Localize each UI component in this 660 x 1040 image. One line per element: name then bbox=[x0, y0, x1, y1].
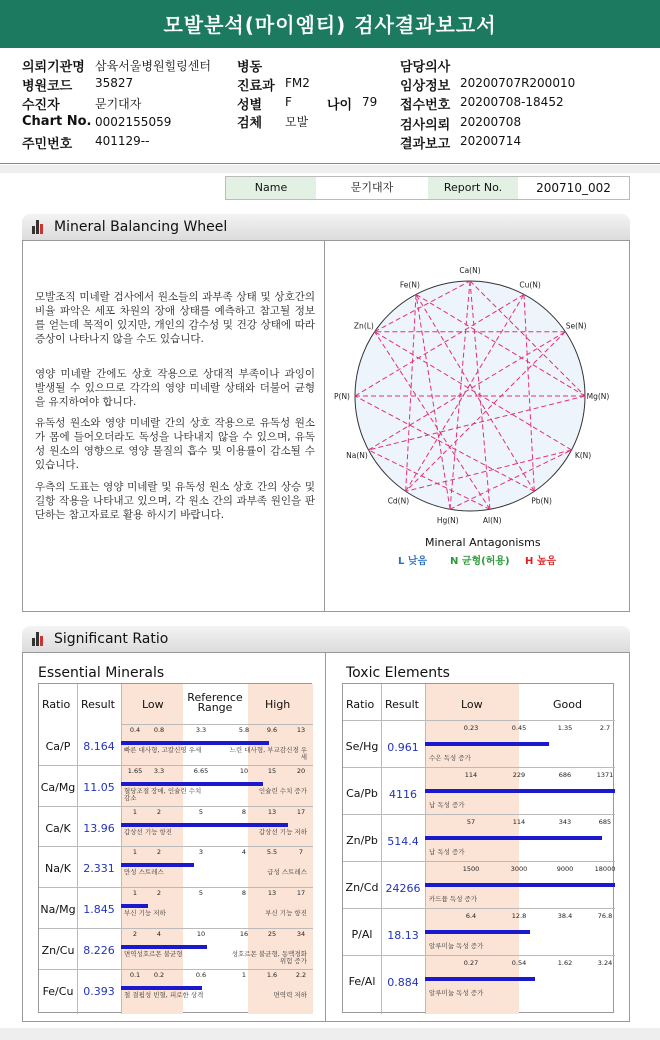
wheel-node-label: Cu(N) bbox=[519, 280, 541, 290]
wheel-node-label: Zn(L) bbox=[353, 321, 374, 331]
note-low: 만성 스트레스 bbox=[124, 868, 164, 877]
tick-label: 3.3 bbox=[195, 726, 207, 734]
ratio-label: Ca/Pb bbox=[346, 787, 378, 800]
tick-label: 20 bbox=[296, 766, 306, 775]
tick-label: 0.27 bbox=[463, 959, 479, 967]
tick-label: 1371 bbox=[596, 771, 614, 779]
report-title: 모발분석(마이엠티) 검사결과보고서 bbox=[0, 0, 660, 48]
doctor-label: 담당의사 bbox=[400, 60, 451, 75]
result-value: 2.331 bbox=[83, 862, 115, 876]
ratio-label: Na/Mg bbox=[40, 903, 76, 917]
divider bbox=[0, 165, 660, 173]
tick-label: 5 bbox=[198, 889, 204, 898]
toxic-table bbox=[342, 683, 614, 1013]
col-line bbox=[77, 684, 78, 1014]
chart-value: 0002155059 bbox=[95, 115, 172, 129]
result-value: 13.96 bbox=[83, 821, 115, 835]
row-line bbox=[39, 969, 313, 970]
tick-label: 2 bbox=[132, 930, 138, 938]
tick-label: 34 bbox=[296, 930, 306, 938]
result-value: 514.4 bbox=[387, 835, 419, 848]
wheel-node-label: Fe(N) bbox=[399, 280, 420, 290]
result-bar bbox=[121, 782, 263, 786]
result-bar bbox=[121, 945, 207, 949]
ward-label: 병동 bbox=[237, 60, 263, 75]
note-low: 면역성호르몬 불균형 bbox=[124, 950, 183, 958]
report-no-value: 200710_002 bbox=[536, 181, 611, 195]
wheel-node-label: Pb(N) bbox=[531, 496, 552, 506]
institution-value: 삼육서울병원힐링센터 bbox=[95, 59, 211, 73]
wheel-node-label: Se(N) bbox=[565, 321, 587, 331]
legend-normal: N 균형(허용) bbox=[450, 556, 510, 567]
tick-label: 685 bbox=[598, 818, 612, 826]
result-bar bbox=[121, 863, 194, 867]
request-value: 20200708 bbox=[460, 115, 522, 129]
specimen-label: 검체 bbox=[237, 116, 263, 131]
tick-label: 16 bbox=[239, 930, 249, 938]
row-line bbox=[39, 887, 313, 888]
note-low: 수은 독성 증가 bbox=[429, 754, 471, 762]
age-value: 79 bbox=[362, 95, 378, 109]
header-ratio: Ratio bbox=[346, 698, 375, 711]
result-value: 18.13 bbox=[387, 929, 419, 942]
tick-label: 5.8 bbox=[238, 726, 250, 734]
tick-label: 6.65 bbox=[193, 766, 209, 775]
tick-label: 5 bbox=[198, 807, 204, 816]
tick-label: 0.54 bbox=[511, 959, 527, 967]
tick-label: 18000 bbox=[594, 865, 616, 873]
row-line bbox=[343, 908, 615, 909]
result-value: 0.393 bbox=[83, 984, 115, 998]
tick-label: 0.23 bbox=[463, 724, 479, 732]
tick-label: 2 bbox=[156, 807, 162, 816]
result-bar bbox=[425, 742, 549, 746]
chart-icon bbox=[32, 632, 46, 646]
result-value: 0.884 bbox=[387, 976, 419, 989]
result-bar bbox=[425, 789, 615, 793]
section-header-ratio bbox=[22, 626, 630, 652]
tick-label: 1.65 bbox=[127, 766, 143, 775]
ratio-label: Zn/Pb bbox=[346, 834, 378, 847]
result-value: 0.961 bbox=[387, 741, 419, 754]
paragraph-3: 유독성 원소와 영양 미네랄 간의 상호 작용으로 유독성 원소가 몸에 들어오더라도 독성을 나타내지 않을 수 있으며, 유독성 원소의 영향으로 영양 물질의 흡수 및 이용률이 감소될 수 있습니다. bbox=[35, 417, 315, 471]
header-good: Good bbox=[553, 698, 582, 711]
tick-label: 57 bbox=[466, 818, 476, 826]
tick-label: 9.6 bbox=[266, 726, 278, 734]
row-line bbox=[343, 767, 615, 768]
panel-divider bbox=[324, 240, 325, 612]
examinee-value: 문기대자 bbox=[95, 97, 142, 111]
tick-label: 0.45 bbox=[511, 724, 527, 732]
paragraph-2: 영양 미네랄 간에도 상호 작용으로 상대적 부족이나 과잉이 발생될 수 있으므로 각각의 영양 미네랄 상태와 더불어 균형을 유지하여야 합니다. bbox=[35, 368, 315, 408]
result-bar bbox=[425, 930, 530, 934]
tick-label: 1 bbox=[241, 970, 247, 979]
tick-label: 1500 bbox=[462, 865, 480, 873]
tick-label: 13 bbox=[296, 726, 306, 734]
resident-value: 401129-- bbox=[95, 134, 150, 148]
footer-bar bbox=[0, 1028, 660, 1040]
wheel-node-label: K(N) bbox=[574, 451, 592, 461]
result-bar bbox=[425, 883, 615, 887]
paragraph-1: 모발조직 미네랄 검사에서 원소들의 과부족 상태 및 상호간의 비율 파악은 세포 차원의 장애 상태를 예측하고 참고될 정보를 얻는데 목적이 있지만, 개인의 감수성 및 건강 상태에 따라 증상이 나타나지 않을 수도 있습니다. bbox=[35, 291, 315, 345]
tick-label: 8 bbox=[241, 807, 247, 816]
ratio-label: Ca/P bbox=[45, 740, 71, 753]
tick-label: 686 bbox=[558, 771, 572, 779]
age-label: 나이 bbox=[327, 98, 353, 113]
tick-label: 17 bbox=[296, 889, 306, 898]
note-high: 부신 기능 항진 bbox=[265, 909, 307, 918]
result-bar bbox=[121, 741, 269, 745]
row-line bbox=[39, 846, 313, 847]
tick-label: 25 bbox=[267, 930, 277, 938]
legend-low: L 낮음 bbox=[398, 556, 428, 567]
note-low: 갑상선 기능 항진 bbox=[124, 827, 173, 836]
wheel-title: Mineral Antagonisms bbox=[425, 536, 541, 549]
wheel-node-label: Na(N) bbox=[346, 451, 368, 461]
name-value: 문기대자 bbox=[350, 181, 394, 194]
note-low: 납 독성 증가 bbox=[429, 801, 465, 809]
tick-label: 4 bbox=[156, 930, 162, 938]
ratio-label: Zn/Cd bbox=[345, 881, 379, 894]
hospital-code-label: 병원코드 bbox=[22, 79, 73, 94]
toxic-title: Toxic Elements bbox=[346, 665, 450, 681]
result-bar bbox=[425, 977, 535, 981]
tick-label: 1 bbox=[132, 889, 138, 898]
ratio-label: Se/Hg bbox=[345, 740, 379, 753]
name-row bbox=[225, 176, 630, 200]
note-low: 카드뮴 독성 증가 bbox=[429, 895, 478, 903]
mineral-wheel bbox=[330, 258, 625, 548]
resident-label: 주민번호 bbox=[22, 137, 73, 152]
result-bar bbox=[121, 986, 202, 990]
header-line bbox=[343, 720, 615, 721]
header-result: Result bbox=[81, 698, 115, 711]
result-bar bbox=[425, 836, 602, 840]
tick-label: 1.6 bbox=[266, 970, 278, 979]
note-high: 성호르몬 불균형, 동맥경화 위험 증가 bbox=[231, 950, 307, 965]
note-high: 느린 대사형, 부교감신경 우세 bbox=[229, 746, 307, 761]
header-result: Result bbox=[385, 698, 419, 711]
tick-label: 10 bbox=[239, 766, 249, 775]
ratio-label: Ca/Mg bbox=[40, 780, 76, 794]
col-line bbox=[381, 684, 382, 1014]
hospital-code-value: 35827 bbox=[95, 76, 134, 90]
specimen-value: 모발 bbox=[285, 115, 309, 129]
sex-value: F bbox=[285, 95, 292, 109]
chart-icon bbox=[32, 220, 46, 234]
wheel-node-label: Mg(N) bbox=[586, 392, 610, 401]
clinical-label: 임상정보 bbox=[400, 79, 451, 94]
report-value: 20200714 bbox=[460, 134, 522, 148]
ratio-label: Fe/Cu bbox=[42, 984, 74, 998]
tick-label: 229 bbox=[512, 771, 526, 779]
note-high: 인슐린 수치 증가 bbox=[258, 786, 307, 795]
dept-label: 진료과 bbox=[237, 79, 275, 94]
note-high: 면역력 저하 bbox=[273, 990, 307, 999]
ratio-label: Fe/Al bbox=[348, 975, 376, 988]
name-label: Name bbox=[226, 177, 316, 199]
request-label: 검사의뢰 bbox=[400, 118, 451, 133]
note-low: 부신 기능 저하 bbox=[124, 909, 166, 918]
tick-label: 9000 bbox=[556, 865, 574, 873]
section-title-wheel: Mineral Balancing Wheel bbox=[54, 219, 228, 235]
section-title-ratio: Significant Ratio bbox=[54, 631, 169, 647]
tick-label: 0.1 bbox=[129, 970, 141, 979]
header-ratio: Ratio bbox=[42, 698, 71, 711]
header-low: Low bbox=[142, 698, 164, 711]
tick-label: 2 bbox=[156, 889, 162, 898]
note-low: 빠른 대사형, 고칼신영 우세 bbox=[124, 746, 202, 754]
report-no-label: Report No. bbox=[428, 177, 518, 199]
wheel-node-label: Al(N) bbox=[482, 516, 502, 526]
tick-label: 5.5 bbox=[266, 848, 278, 857]
tick-label: 1.35 bbox=[557, 724, 573, 732]
tick-label: 2.7 bbox=[599, 724, 611, 732]
examinee-label: 수진자 bbox=[22, 98, 60, 113]
tick-label: 0.6 bbox=[195, 970, 207, 979]
note-low: 납 독성 증가 bbox=[429, 848, 465, 856]
tick-label: 114 bbox=[464, 771, 478, 779]
wheel-node-label: Ca(N) bbox=[459, 266, 481, 275]
tick-label: 13 bbox=[267, 807, 277, 816]
tick-label: 13 bbox=[267, 889, 277, 898]
essential-title: Essential Minerals bbox=[38, 665, 165, 681]
result-bar bbox=[121, 904, 148, 908]
tick-label: 76.8 bbox=[597, 912, 613, 920]
tick-label: 1 bbox=[132, 807, 138, 816]
sex-label: 성별 bbox=[237, 98, 263, 113]
paragraph-4: 우측의 도표는 영양 미네랄 및 유독성 원소 상호 간의 상승 및 길항 작용을 나타내고 있으며, 각 원소 간의 과부족 원인을 판단하는 참고자료로 활용 하시기 바랍니다. bbox=[35, 481, 315, 521]
tick-label: 3.24 bbox=[597, 959, 613, 967]
tick-label: 114 bbox=[512, 818, 526, 826]
tick-label: 3.3 bbox=[153, 766, 165, 775]
result-value: 4116 bbox=[389, 788, 417, 801]
row-line bbox=[343, 955, 615, 956]
chart-label: Chart No. bbox=[22, 114, 92, 129]
header-high: High bbox=[265, 698, 291, 711]
tick-label: 6.4 bbox=[465, 912, 477, 920]
row-line bbox=[343, 861, 615, 862]
result-value: 11.05 bbox=[83, 780, 115, 794]
panel-divider bbox=[325, 652, 326, 1022]
tick-label: 4 bbox=[241, 848, 247, 857]
tick-label: 15 bbox=[267, 766, 277, 775]
ratio-label: Ca/K bbox=[45, 821, 71, 835]
note-high: 급성 스트레스 bbox=[267, 868, 307, 877]
tick-label: 17 bbox=[296, 807, 306, 816]
legend-high: H 높음 bbox=[525, 556, 557, 567]
row-line bbox=[39, 928, 313, 929]
tick-label: 3000 bbox=[510, 865, 528, 873]
essential-table bbox=[38, 683, 312, 1013]
clinical-value: 20200707R200010 bbox=[460, 76, 576, 90]
row-line bbox=[39, 765, 313, 766]
col-line bbox=[425, 684, 426, 1014]
wheel-node-label: Hg(N) bbox=[436, 516, 459, 526]
note-low: 혈당조절 장애, 인슐린 수치 감소 bbox=[124, 786, 202, 802]
wheel-node-label: Cd(N) bbox=[387, 496, 410, 506]
tick-label: 0.8 bbox=[153, 726, 165, 734]
tick-label: 343 bbox=[558, 818, 572, 826]
result-value: 24266 bbox=[385, 882, 421, 895]
tick-label: 1 bbox=[132, 848, 138, 857]
row-line bbox=[39, 806, 313, 807]
dept-value: FM2 bbox=[285, 76, 310, 90]
note-low: 철 결핍성 빈혈, 피로한 상격 bbox=[124, 990, 204, 999]
result-value: 8.226 bbox=[83, 944, 115, 957]
ratio-label: P/Al bbox=[351, 928, 373, 941]
tick-label: 0.4 bbox=[129, 726, 141, 734]
ratio-label: Zn/Cu bbox=[41, 944, 75, 957]
institution-label: 의뢰기관명 bbox=[22, 60, 85, 75]
tick-label: 7 bbox=[298, 848, 304, 857]
ratio-label: Na/K bbox=[45, 862, 71, 876]
header-low: Low bbox=[461, 698, 483, 711]
tick-label: 2.2 bbox=[295, 970, 307, 979]
result-value: 8.164 bbox=[83, 740, 115, 753]
receipt-value: 20200708-18452 bbox=[460, 95, 564, 109]
note-low: 알루미늄 독성 증가 bbox=[429, 989, 484, 997]
patient-info bbox=[0, 48, 660, 164]
result-bar bbox=[121, 823, 288, 827]
header-line bbox=[121, 724, 313, 725]
tick-label: 10 bbox=[196, 930, 206, 938]
wheel-node-label: P(N) bbox=[334, 392, 350, 401]
section-header-wheel bbox=[22, 214, 630, 240]
note-high: 갑상선 기능 저하 bbox=[258, 827, 307, 836]
tick-label: 38.4 bbox=[557, 912, 573, 920]
tick-label: 3 bbox=[198, 848, 204, 857]
header-reference: Reference Range bbox=[187, 691, 243, 714]
tick-label: 2 bbox=[156, 848, 162, 857]
note-low: 알루미늄 독성 증가 bbox=[429, 942, 484, 950]
receipt-label: 접수번호 bbox=[400, 98, 451, 113]
tick-label: 0.2 bbox=[153, 970, 165, 979]
col-line bbox=[121, 684, 122, 1014]
tick-label: 1.62 bbox=[557, 959, 573, 967]
tick-label: 12.8 bbox=[511, 912, 527, 920]
result-value: 1.845 bbox=[83, 903, 115, 917]
report-label: 결과보고 bbox=[400, 137, 451, 152]
tick-label: 8 bbox=[241, 889, 247, 898]
row-line bbox=[343, 814, 615, 815]
